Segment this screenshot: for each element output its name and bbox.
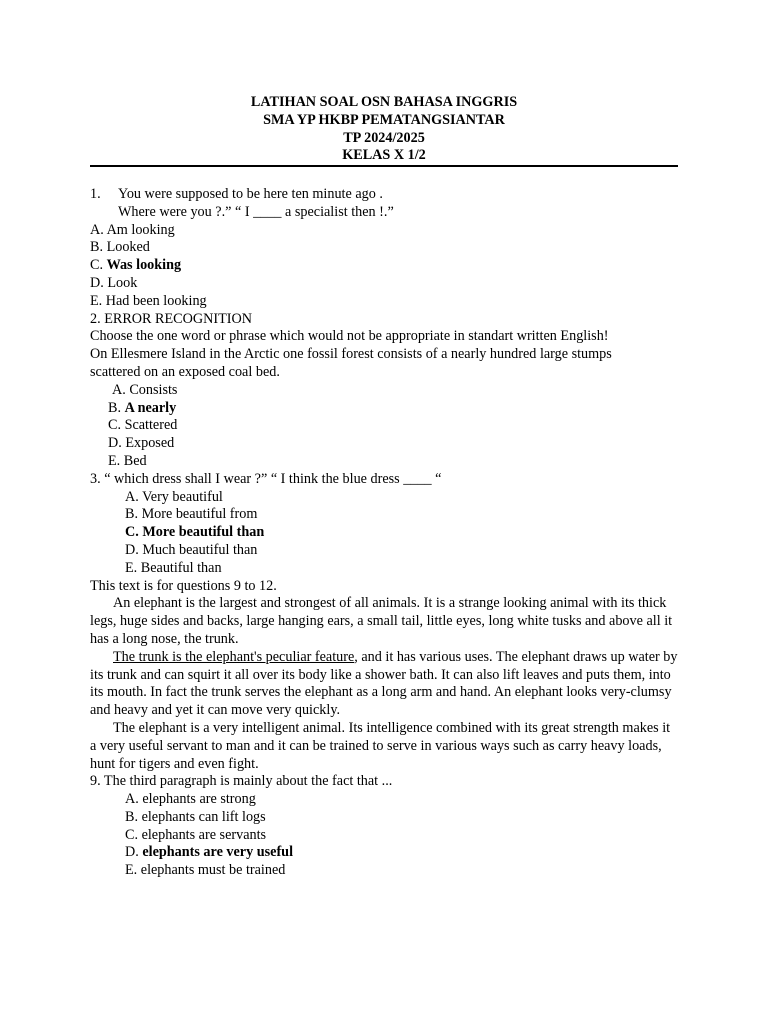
q2-option-a: A. Consists [112, 381, 178, 398]
q2-option-e: E. Bed [108, 452, 147, 469]
q9-option-e: E. elephants must be trained [125, 862, 286, 879]
header-divider [90, 165, 678, 167]
question-2-sentence-2: scattered on an exposed coal bed. [90, 363, 280, 380]
q3-answer: More beautiful than [142, 524, 265, 541]
q2-option-b: B. A nearly [108, 399, 177, 416]
q3-option-c: C. More beautiful than [125, 524, 265, 541]
q2-answer: A nearly [124, 399, 177, 416]
question-2-sentence-1: On Ellesmere Island in the Arctic one fossil forest consists of a nearly hundred large stumps [90, 346, 612, 363]
header-title: LATIHAN SOAL OSN BAHASA INGGRIS [250, 94, 518, 110]
question-9-text: 9. The third paragraph is mainly about the fact that ... [90, 773, 393, 790]
question-1-line-2: Where were you ?.” “ I ____ a specialist then !.” [118, 203, 394, 220]
q1-option-e: E. Had been looking [90, 292, 207, 309]
q9-option-d: D. elephants are very useful [125, 844, 294, 861]
q1-option-a: A. Am looking [90, 221, 175, 238]
question-3-text: 3. “ which dress shall I wear ?” “ I think the blue dress ____ “ [90, 470, 442, 487]
q3-option-d: D. Much beautiful than [125, 541, 258, 558]
q9-option-a: A. elephants are strong [125, 791, 256, 808]
header-year: TP 2024/2025 [343, 129, 425, 146]
header-school: SMA YP HKBP PEMATANGSIANTAR [263, 111, 505, 128]
question-1-line-1: 1. You were supposed to be here ten minute ago . [90, 186, 383, 202]
q2-option-d: D. Exposed [108, 435, 175, 452]
document-header [90, 94, 678, 165]
q1-option-d: D. Look [90, 274, 138, 291]
q9-option-c: C. elephants are servants [125, 826, 267, 843]
passage-paragraph-2: The trunk is the elephant's peculiar feature, and it has various uses. The elephant draws up water by its trunk and can squirt it all over its body like a shower bath. It can also lift leaves and puts them, into its mouth. In fact the trunk serves the elephant as a long arm and hand. An elephant looks very-clumsy and heavy and yet it can move very quickly. [90, 648, 678, 719]
q1-option-b: B. Looked [90, 239, 150, 256]
underlined-sentence: The trunk is the elephant's peculiar feature [113, 648, 355, 665]
passage-paragraph-1: An elephant is the largest and strongest of all animals. It is a strange looking animal with its thick legs, huge sides and backs, large hanging ears, a small tail, little eyes, long white tusks and above all it has a long nose, the trunk. [90, 595, 673, 647]
q3-option-b: B. More beautiful from [125, 506, 258, 523]
q9-option-b: B. elephants can lift logs [125, 808, 266, 825]
q3-option-e: E. Beautiful than [125, 559, 222, 576]
passage-paragraph-3: The elephant is a very intelligent animal. Its intelligence combined with its great strength makes it a very useful servant to man and it can be trained to serve in various ways such as carry heavy loads, hunt for tigers and even fight. [90, 719, 671, 772]
question-2-title: 2. ERROR RECOGNITION [90, 310, 252, 327]
q1-option-c: C. Was looking [90, 257, 182, 274]
question-2-instruction: Choose the one word or phrase which would not be appropriate in standart written English! [90, 328, 609, 345]
document-body [90, 186, 690, 880]
q1-answer: Was looking [106, 257, 182, 274]
passage-intro: This text is for questions 9 to 12. [90, 577, 277, 594]
header-class: KELAS X 1/2 [342, 147, 426, 164]
q9-answer: elephants are very useful [142, 844, 294, 861]
q2-option-c: C. Scattered [108, 417, 178, 434]
q3-option-a: A. Very beautiful [125, 488, 223, 505]
